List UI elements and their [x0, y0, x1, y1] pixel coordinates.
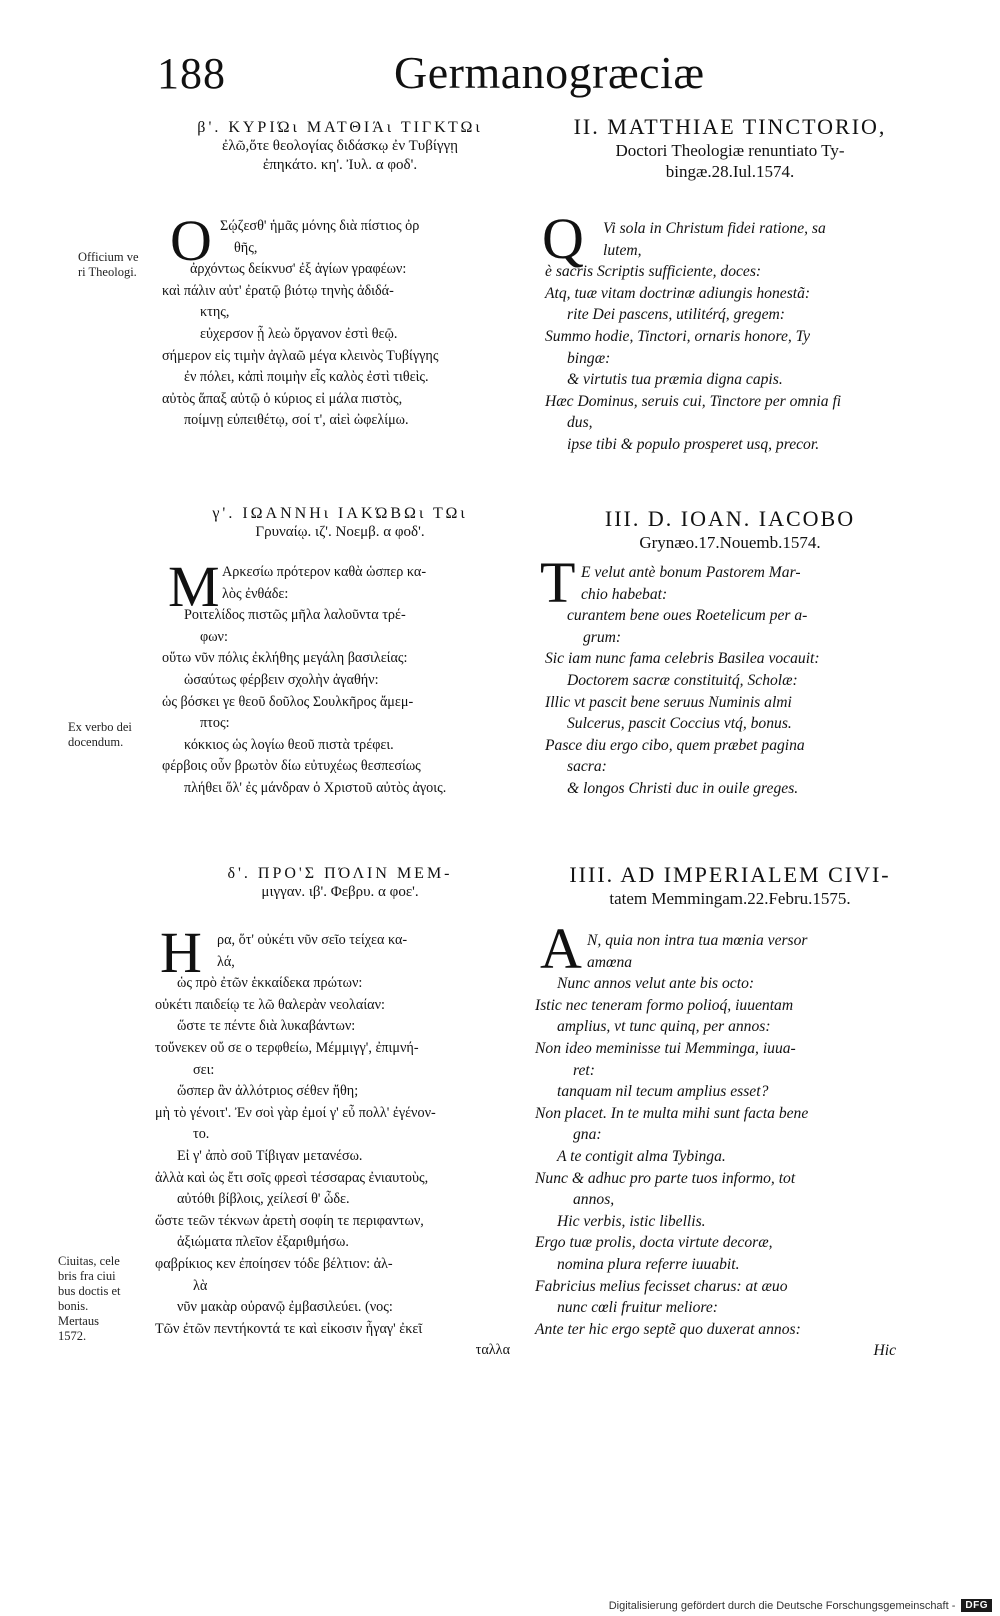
- verse-line: ρα, ὅτ' οὐκέτι νῦν σεῖο τείχεα κα-: [217, 932, 408, 948]
- verse-line: κτης,: [200, 304, 230, 321]
- catchword: ταλλα: [475, 1342, 510, 1359]
- greek-heading-line: γ'. ΙΩΑΝΝΗι ΙΑΚΏΒΩι ΤΩι: [212, 505, 468, 522]
- verse-line: Non placet. In te multa mihi sunt facta bene: [535, 1104, 809, 1122]
- verse-line: Summo hodie, Tinctori, ornaris honore, Ty: [545, 327, 811, 345]
- verse-line: οὐκέτι παιδείῳ τε λῶ θαλερὰν νεολαίαν:: [155, 996, 385, 1013]
- latin-heading-3: [540, 506, 920, 553]
- verse-line: φαβρίκιος κεν ἐποίησεν τόδε βέλτιον: ἀλ-: [155, 1255, 393, 1272]
- margin-note-civitas: [58, 1254, 121, 1344]
- greek-heading-line: ἐπηκάτο. κη'. Ἰυλ. α φοδ'.: [262, 157, 418, 173]
- verse-line: dus,: [567, 414, 593, 432]
- catchword: Hic: [873, 1342, 896, 1360]
- verse-line: ὡς πρὸ ἐτῶν ἑκκαίδεκα πρώτων:: [177, 975, 363, 992]
- verse-line: & longos Christi duc in ouile greges.: [567, 779, 799, 797]
- verse-line: αὐτὸς ἅπαξ αὐτῷ ὁ κύριος εἰ μάλα πιστὸς,: [162, 390, 403, 407]
- verse-line: ἀξιώματα πλεῖον ἐξαριθμήσω.: [177, 1234, 349, 1251]
- verse-line: ὡς βόσκει γε θεοῦ δοῦλος Σουλκῆρος ἄμεμ-: [162, 693, 414, 710]
- verse-line: φέρβοις οὖν βρωτὸν δίω εὐτυχέως θεσπεσίως: [162, 758, 421, 775]
- drop-cap: Q: [542, 206, 584, 271]
- verse-line: E velut antè bonum Pastorem Mar-: [581, 564, 801, 581]
- verse-line: ἐν πόλει, κἀπὶ ποιμὴν εἷς καλὸς ἐστὶ τιθεὶς.: [184, 369, 429, 386]
- latin-verse-3: [545, 562, 910, 800]
- verse-line: lutem,: [603, 241, 642, 259]
- verse-line: εὐχερσον ᾗ λεὼ ὄργανον ἐστὶ θεῷ.: [200, 325, 398, 342]
- verse-line: ipse tibi & populo prosperet usq, precor.: [567, 435, 820, 453]
- verse-line: N, quia non intra tua mœnia versor: [587, 932, 808, 949]
- verse-line: μὴ τὸ γένοιτ'. Ἐν σοὶ γὰρ ἐμοί γ' εὖ πολλ' ἐγένον-: [155, 1104, 436, 1121]
- margin-note-line: 1572.: [58, 1329, 87, 1343]
- verse-line: Nunc annos velut ante bis octo:: [557, 975, 755, 993]
- verse-line: Ροιτελίδος πιστῶς μῆλα λαλοῦντα τρέ-: [184, 607, 406, 624]
- margin-note-line: Officium ve: [78, 250, 139, 264]
- latin-heading-line: II. MATTHIAE TINCTORIO,: [573, 114, 887, 139]
- greek-heading-line: Γρυναίῳ. ιζ'. Νοεμβ. α φοδ'.: [255, 524, 425, 540]
- verse-line: νῦν μακὰρ οὐρανῷ ἐμβασιλεύει. (νος:: [177, 1299, 393, 1316]
- verse-line: A te contigit alma Tybinga.: [557, 1147, 726, 1165]
- verse-line: nomina plura referre iuuabit.: [557, 1255, 740, 1273]
- verse-line: & virtutis tua præmia digna capis.: [567, 371, 783, 389]
- latin-heading-line: III. D. IOAN. IACOBO: [604, 506, 856, 531]
- verse-line: λά,: [217, 953, 235, 970]
- verse-line: Doctorem sacræ constituitq́, Scholæ:: [567, 671, 798, 689]
- drop-cap: H: [160, 920, 202, 985]
- verse-line: λὸς ἐνθάδε:: [222, 585, 289, 602]
- verse-line: rite Dei pascens, utilitérq́, gregem:: [567, 306, 785, 324]
- verse-line: Ante ter hic ergo septẽ quo duxerat annos:: [535, 1320, 801, 1338]
- verse-line: λὰ: [193, 1277, 208, 1294]
- verse-line: Fabricius melius fecisset charus: at æuo: [535, 1277, 788, 1295]
- verse-line: σήμερον εἰς τιμὴν ἀγλαῶ μέγα κλεινὸς Τυβίγγης: [162, 347, 439, 364]
- margin-note-line: ri Theologi.: [78, 265, 137, 279]
- greek-heading-line: β'. ΚΥΡΙΏι ΜΑΤΘΙΆι ΤΙΓΚΤΩι: [197, 119, 483, 136]
- verse-line: chio habebat:: [581, 585, 668, 603]
- verse-line: Hæc Dominus, seruis cui, Tinctore per omnia fi: [545, 392, 842, 410]
- verse-line: grum:: [583, 628, 622, 646]
- margin-note-line: bonis.: [58, 1299, 89, 1313]
- latin-verse-2: [545, 218, 910, 456]
- verse-line: ὥσπερ ἂν ἀλλότριος σέθεν ἤθη;: [177, 1083, 359, 1100]
- verse-line: è sacris Scriptis sufficiente, doces:: [545, 263, 762, 281]
- verse-line: ὥστε τεῶν τέκνων ἀρετὴ σοφίη τε περιφαντων,: [155, 1212, 424, 1229]
- verse-line: θῆς,: [234, 239, 258, 256]
- verse-line: ὡσαύτως φέρβειν σχολὴν ἀγαθήν:: [184, 671, 379, 688]
- verse-line: Vi sola in Christum fidei ratione, sa: [603, 220, 826, 237]
- verse-line: Non ideo meminisse tui Memminga, iuua-: [535, 1039, 796, 1057]
- latin-heading-4: [540, 862, 920, 909]
- drop-cap: M: [168, 554, 220, 619]
- latin-heading-line: Doctori Theologiæ renuntiato Ty-: [615, 141, 845, 160]
- latin-verse-4: [535, 930, 910, 1362]
- verse-line: tanquam nil tecum amplius esset?: [557, 1083, 769, 1101]
- verse-line: Εἰ γ' ἀπὸ σοῦ Τίβιγαν μετανέσω.: [177, 1147, 363, 1164]
- verse-line: ἀλλὰ καὶ ὡς ἔτι σοῖς φρεσὶ τέσσαρας ἐνιαυτοὺς,: [155, 1169, 429, 1186]
- greek-heading-4: [150, 864, 530, 902]
- verse-line: gna:: [573, 1126, 602, 1144]
- verse-line: πτος:: [200, 715, 230, 732]
- margin-note-officium: [78, 250, 139, 280]
- drop-cap: O: [170, 208, 212, 273]
- verse-line: Αρκεσίω πρότερον καθὰ ὡσπερ κα-: [222, 564, 427, 580]
- greek-verse-2: [162, 216, 532, 432]
- verse-line: Sic iam nunc fama celebris Basilea vocauit:: [545, 650, 820, 668]
- verse-line: Nunc & adhuc pro parte tuos informo, tot: [535, 1169, 796, 1187]
- verse-line: ἀρχόντως δείκνυσ' ἐξ ἁγίων γραφέων:: [190, 261, 407, 278]
- verse-line: Illic vt pascit bene seruus Numinis almi: [545, 693, 792, 711]
- digitization-footer: [609, 1599, 992, 1612]
- margin-note-line: Ex verbo dei: [68, 720, 132, 734]
- verse-line: curantem bene oues Roetelicum per a-: [567, 607, 808, 625]
- margin-note-line: Mertaus: [58, 1314, 99, 1328]
- verse-line: Σῴζεσθ' ἡμᾶς μόνης διὰ πίστιος ὀρ: [220, 218, 420, 234]
- margin-note-line: docendum.: [68, 735, 124, 749]
- verse-line: τοὔνεκεν οὔ σε ο τερφθείω, Μέμμιγγ', ἐπιμνή-: [155, 1039, 419, 1056]
- verse-line: ὥστε τε πέντε διὰ λυκαβάντων:: [177, 1018, 356, 1035]
- verse-line: σει:: [193, 1061, 215, 1078]
- greek-heading-3: [150, 504, 530, 542]
- verse-line: αὐτόθι βίβλοις, χείλεσί θ' ὧδε.: [177, 1191, 350, 1208]
- margin-note-line: bris fra ciui: [58, 1269, 116, 1283]
- verse-line: annos,: [573, 1191, 615, 1209]
- latin-heading-line: IIII. AD IMPERIALEM CIVI-: [569, 862, 891, 887]
- running-title: Germanogræciæ: [394, 47, 705, 98]
- verse-line: Pasce diu ergo cibo, quem præbet pagina: [545, 736, 805, 754]
- greek-verse-3: [162, 562, 532, 800]
- verse-line: bingæ:: [567, 349, 611, 367]
- verse-line: amplius, vt tunc quinq, per annos:: [557, 1018, 771, 1036]
- verse-line: Istic nec teneram formo polioq́, iuuentam: [535, 996, 794, 1014]
- footer-text: Digitalisierung gefördert durch die Deutsche Forschungsgemeinschaft -: [608, 1599, 956, 1612]
- latin-heading-2: [540, 114, 920, 182]
- verse-line: ret:: [573, 1061, 595, 1079]
- verse-line: nunc cœli fruitur meliore:: [557, 1299, 718, 1317]
- greek-heading-line: δ'. ΠΡΟ'Σ ΠΌΛΙΝ ΜΕΜ-: [227, 865, 453, 882]
- verse-line: sacra:: [567, 758, 607, 776]
- latin-heading-line: tatem Memmingam.22.Febru.1575.: [609, 889, 851, 908]
- verse-line: πλήθει ὅλ' ἐς μάνδραν ὁ Χριστοῦ αὐτὸς ἀγοις.: [184, 779, 447, 796]
- verse-line: Τῶν ἐτῶν πεντήκοντά τε καὶ εἰκοσιν ἦγαγ' ἐκεῖ: [155, 1320, 423, 1337]
- verse-line: Sulcerus, pascit Coccius vtq́, bonus.: [567, 715, 792, 733]
- latin-heading-line: bingæ.28.Iul.1574.: [665, 162, 795, 181]
- greek-heading-line: ἐλῶ,ὅτε θεολογίας διδάσκῳ ἐν Τυβίγγῃ: [222, 138, 458, 154]
- verse-line: ποίμνῃ εὐπειθέτῳ, σοί τ', αἰεὶ ὠφελίμω.: [184, 412, 409, 429]
- drop-cap: A: [540, 916, 582, 981]
- verse-line: Atq, tuæ vitam doctrinæ adiungis honestã:: [545, 284, 811, 302]
- verse-line: φων:: [200, 628, 228, 645]
- verse-line: το.: [193, 1126, 210, 1143]
- verse-line: Hic verbis, istic libellis.: [557, 1212, 706, 1230]
- margin-note-line: bus doctis et: [58, 1284, 121, 1298]
- margin-note-ex-verbo: [68, 720, 132, 750]
- drop-cap: T: [540, 550, 576, 615]
- greek-verse-4: [155, 930, 530, 1362]
- margin-note-line: Ciuitas, cele: [58, 1254, 120, 1268]
- greek-heading-2: [150, 118, 530, 175]
- verse-line: καὶ πάλιν αὐτ' ἐρατῷ βιότῳ τηνὴς ἀδιδά-: [162, 282, 394, 299]
- page-number: 188: [157, 49, 226, 98]
- verse-line: amœna: [587, 953, 633, 971]
- verse-line: οὕτω νῦν πόλις ἐκλήθης μεγάλη βασιλείας:: [162, 650, 408, 667]
- verse-line: Ergo tuæ prolis, docta virtute decoræ,: [535, 1234, 773, 1252]
- latin-heading-line: Grynæo.17.Nouemb.1574.: [639, 533, 821, 552]
- dfg-logo: DFG: [961, 1599, 992, 1612]
- verse-line: κόκκιος ὡς λογίω θεοῦ πιστὰ τρέφει.: [184, 736, 394, 753]
- greek-heading-line: μιγγαν. ιβ'. Φεβρυ. α φοε'.: [261, 884, 419, 900]
